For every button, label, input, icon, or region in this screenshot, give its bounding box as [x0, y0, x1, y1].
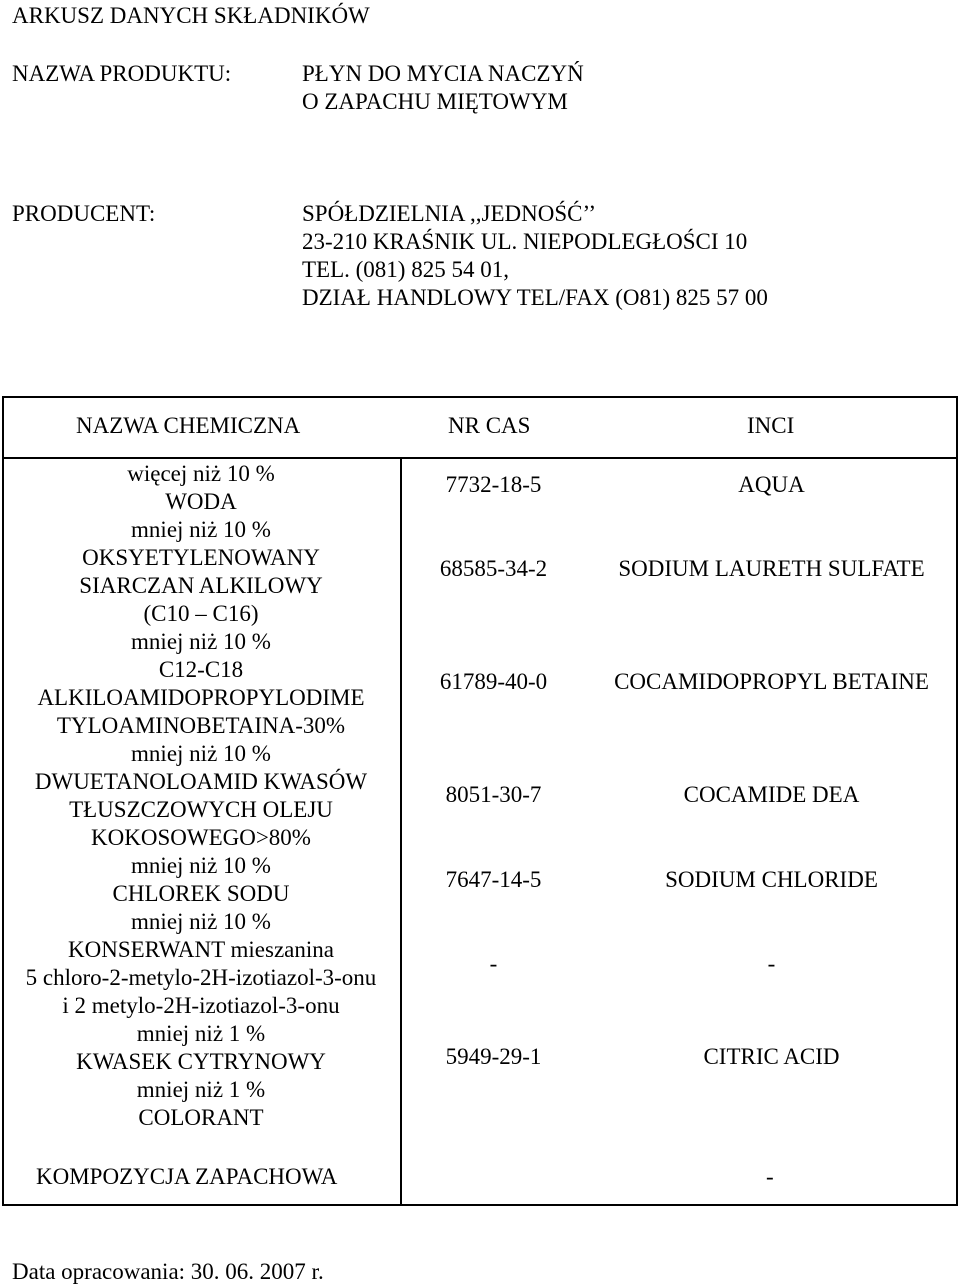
chemical-name-line: OKSYETYLENOWANY [82, 545, 320, 570]
chemical-name-line: COLORANT [138, 1105, 264, 1130]
chemical-name-line: KONSERWANT mieszanina [68, 937, 334, 962]
chemical-name-line: i 2 metylo-2H-izotiazol-3-onu [62, 993, 340, 1018]
chemical-name-line: mniej niż 1 % [136, 1077, 266, 1102]
chemical-name-line: KWASEK CYTRYNOWY [76, 1049, 326, 1074]
product-name-line: PŁYN DO MYCIA NACZYŃ [302, 61, 584, 86]
chemical-name-line: mniej niż 10 % [131, 629, 271, 654]
cas-value: 68585-34-2 [439, 556, 548, 581]
producer-line: 23-210 KRAŚNIK UL. NIEPODLEGŁOŚCI 10 [302, 229, 748, 254]
header-cas-number: NR CAS [448, 413, 531, 438]
cas-value: 7647-14-5 [445, 867, 542, 892]
chemical-name-line: TŁUSZCZOWYCH OLEJU [69, 797, 333, 822]
header-inci: INCI [747, 413, 795, 438]
product-name-label: NAZWA PRODUKTU: [12, 61, 232, 86]
chemical-name-line: mniej niż 10 % [131, 909, 271, 934]
chemical-name-line: WODA [165, 489, 237, 514]
chemical-name-line: SIARCZAN ALKILOWY [79, 573, 323, 598]
cas-column [402, 459, 585, 1159]
inci-value: SODIUM CHLORIDE [665, 867, 878, 892]
chemical-name-line: KOKOSOWEGO>80% [91, 825, 311, 850]
chemical-name-line: TYLOAMINOBETAINA-30% [56, 713, 346, 738]
product-name-line: O ZAPACHU MIĘTOWYM [302, 89, 568, 114]
cas-value: - [489, 951, 498, 976]
chemical-name-line: mniej niż 10 % [131, 853, 271, 878]
cas-value: 7732-18-5 [445, 472, 542, 497]
chemical-name-line: więcej niż 10 % [127, 461, 275, 486]
chemical-name-line: C12-C18 [158, 657, 244, 682]
fragrance-composition-value: - [766, 1164, 774, 1189]
chemical-name-line: mniej niż 10 % [131, 517, 271, 542]
chemical-name-line: 5 chloro-2-metylo-2H-izotiazol-3-onu [25, 965, 377, 990]
inci-value: SODIUM LAURETH SULFATE [618, 556, 925, 581]
cas-value: 61789-40-0 [439, 669, 548, 694]
chemical-name-line: mniej niż 1 % [136, 1021, 266, 1046]
preparation-date: Data opracowania: 30. 06. 2007 r. [12, 1259, 324, 1284]
chemical-name-line: ALKILOAMIDOPROPYLODIME [37, 685, 365, 710]
chemical-name-column [2, 460, 400, 1132]
product-name-value [302, 60, 584, 116]
cas-value: 5949-29-1 [445, 1044, 542, 1069]
chemical-name-line: mniej niż 10 % [131, 741, 271, 766]
chemical-name-line: (C10 – C16) [143, 601, 259, 626]
inci-value: COCAMIDOPROPYL BETAINE [614, 669, 929, 694]
inci-value: CITRIC ACID [703, 1044, 840, 1069]
cas-value: 8051-30-7 [445, 782, 542, 807]
document-title: ARKUSZ DANYCH SKŁADNIKÓW [12, 3, 370, 28]
producer-line: TEL. (081) 825 54 01, [302, 257, 509, 282]
chemical-name-line: DWUETANOLOAMID KWASÓW [34, 769, 368, 794]
inci-value: - [767, 951, 776, 976]
inci-value: AQUA [738, 472, 805, 497]
producer-line: DZIAŁ HANDLOWY TEL/FAX (O81) 825 57 00 [302, 285, 768, 310]
producer-label: PRODUCENT: [12, 201, 156, 226]
producer-line: SPÓŁDZIELNIA ,,JEDNOŚĆ’’ [302, 201, 597, 226]
inci-column [585, 459, 958, 1159]
fragrance-composition-label: KOMPOZYCJA ZAPACHOWA [36, 1164, 338, 1189]
header-chemical-name: NAZWA CHEMICZNA [76, 413, 301, 438]
chemical-name-line: CHLOREK SODU [112, 881, 290, 906]
inci-value: COCAMIDE DEA [683, 782, 860, 807]
producer-value [302, 200, 768, 312]
